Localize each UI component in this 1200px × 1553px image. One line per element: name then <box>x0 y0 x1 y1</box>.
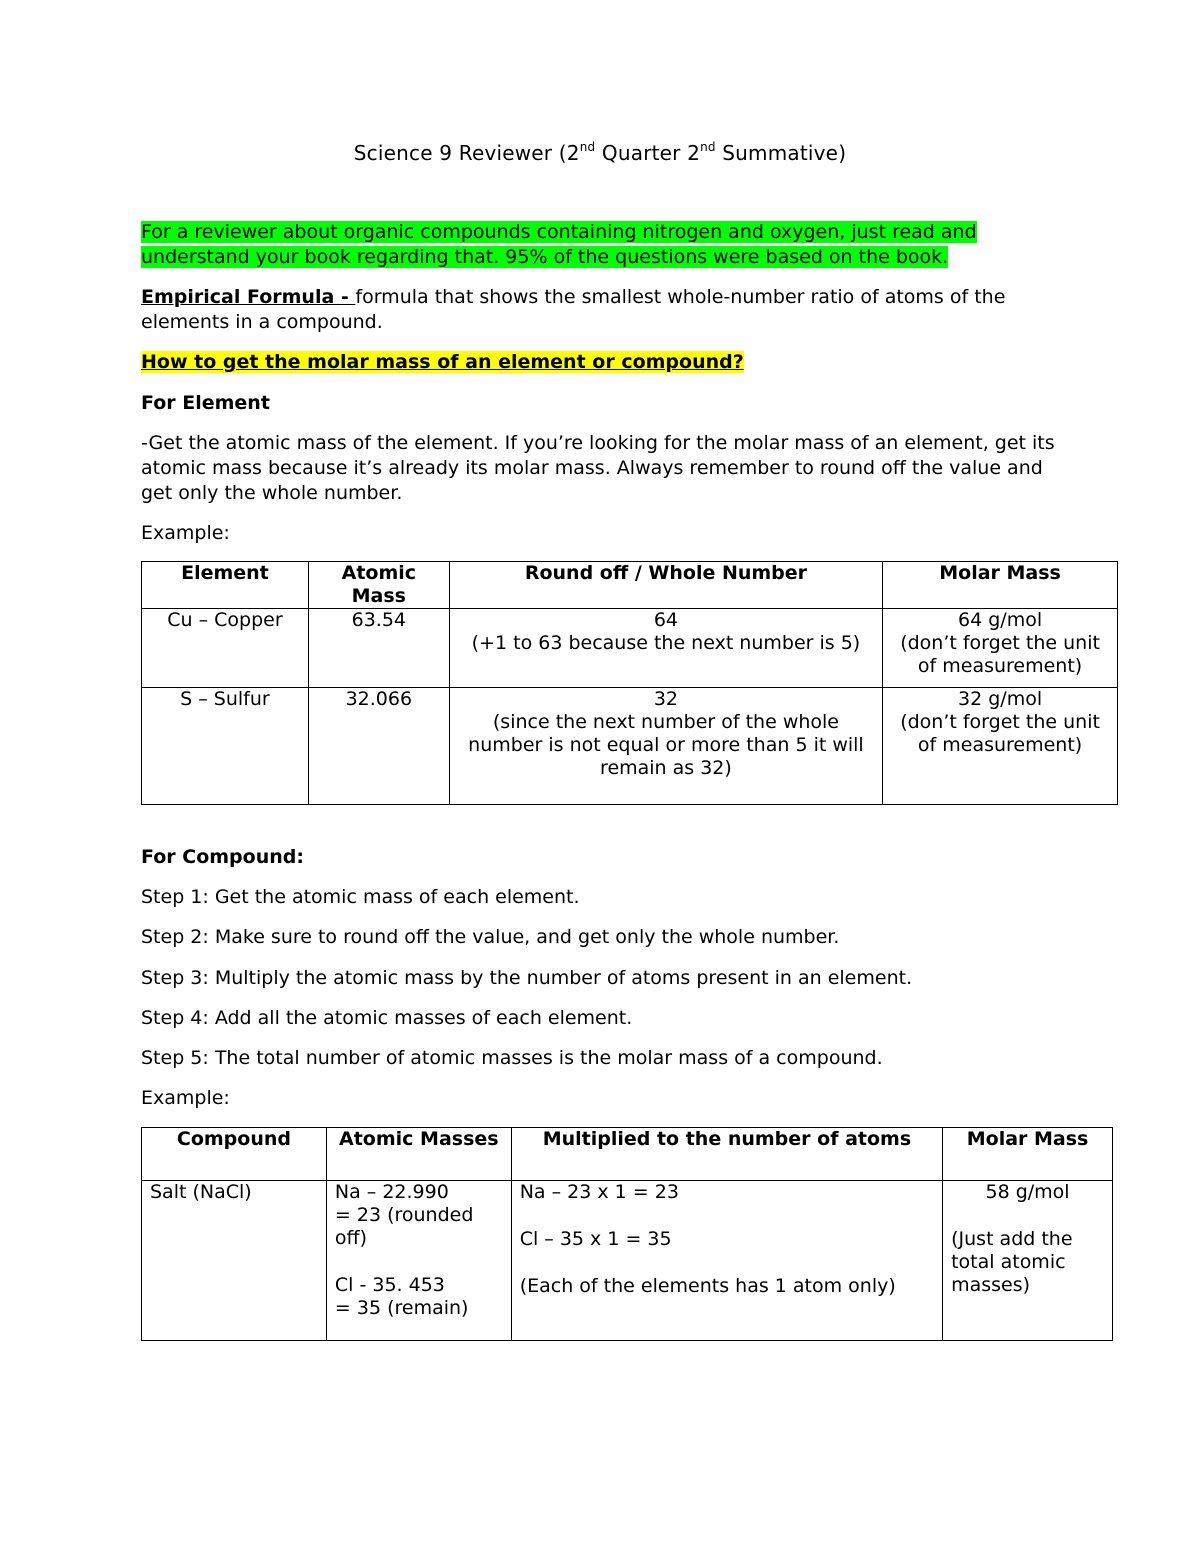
round-off-cell <box>449 688 882 805</box>
compound-example-label: Example: <box>141 1087 230 1109</box>
spacer <box>520 1204 934 1228</box>
element-table-header: Round off / Whole Number <box>449 562 882 609</box>
step-4: Step 4: Add all the atomic masses of each element. <box>141 1007 633 1029</box>
compound-molar-note: (Just add the total atomic masses) <box>951 1228 1073 1296</box>
table-row <box>142 609 1118 688</box>
molar-question-paragraph <box>141 350 1071 375</box>
compound-table-header: Molar Mass <box>943 1128 1113 1181</box>
title-part-1: Science 9 Reviewer (2 <box>353 141 580 165</box>
round-off-cell <box>449 609 882 688</box>
element-table-header: Element <box>142 562 309 609</box>
molar-note: (don’t forget the unit of measurement) <box>900 711 1100 756</box>
compound-molar-value: 58 g/mol <box>985 1181 1070 1203</box>
multiplied-note: (Each of the elements has 1 atom only) <box>519 1275 896 1297</box>
title-part-2: Quarter 2 <box>595 141 701 165</box>
na-multiplied: Na – 23 x 1 = 23 <box>519 1181 679 1203</box>
empirical-paragraph <box>141 285 1071 335</box>
intro-paragraph <box>141 220 1071 270</box>
cl-multiplied: Cl – 35 x 1 = 35 <box>519 1228 672 1250</box>
page-title <box>0 140 1200 165</box>
molar-question: How to get the molar mass of an element or compound? <box>141 351 744 373</box>
atomic-mass-cell: 32.066 <box>308 688 449 805</box>
round-value: 32 <box>653 688 679 710</box>
molar-note: (don’t forget the unit of measurement) <box>900 632 1100 677</box>
empirical-definition: formula that shows the smallest whole-number ratio of atoms of the elements in a compound. <box>141 286 1006 333</box>
title-part-3: Summative) <box>715 141 847 165</box>
atomic-masses-cell <box>326 1181 511 1341</box>
compound-cell: Salt (NaCl) <box>142 1181 327 1341</box>
intro-highlight: For a reviewer about organic compounds containing nitrogen and oxygen, just read and understand your book regarding that. 95% of the questions were based on the book. <box>141 221 977 268</box>
for-element-heading: For Element <box>141 392 270 414</box>
compound-table-header: Multiplied to the number of atoms <box>511 1128 942 1181</box>
spacer <box>951 1204 1104 1228</box>
compound-molar-mass-cell <box>943 1181 1113 1341</box>
compound-table-header-row <box>142 1128 1113 1181</box>
step-5: Step 5: The total number of atomic masses is the molar mass of a compound. <box>141 1047 883 1069</box>
step-3: Step 3: Multiply the atomic mass by the number of atoms present in an element. <box>141 967 913 989</box>
compound-table-header: Atomic Masses <box>326 1128 511 1181</box>
atomic-mass-cell: 63.54 <box>308 609 449 688</box>
step-1: Step 1: Get the atomic mass of each element. <box>141 886 580 908</box>
round-value: 64 <box>653 609 679 631</box>
title-sup-2: nd <box>700 140 716 154</box>
molar-mass-cell <box>883 609 1118 688</box>
spacer <box>520 1251 934 1275</box>
compound-table-header: Compound <box>142 1128 327 1181</box>
round-note: (+1 to 63 because the next number is 5) <box>471 632 861 654</box>
empirical-term: Empirical Formula - <box>141 286 356 308</box>
element-example-label: Example: <box>141 522 230 544</box>
round-note: (since the next number of the whole number is not equal or more than 5 it will remain as 32) <box>468 711 864 779</box>
molar-value: 64 g/mol <box>958 609 1043 631</box>
element-cell: Cu – Copper <box>142 609 309 688</box>
na-mass: Na – 22.990 <box>334 1181 449 1203</box>
title-sup-1: nd <box>579 140 596 154</box>
table-row <box>142 688 1118 805</box>
for-element-text: -Get the atomic mass of the element. If you’re looking for the molar mass of an element, get its atomic mass because it’s already its molar mass. Always remember to round off the value and get only the whole number. <box>141 432 1055 504</box>
molar-value: 32 g/mol <box>958 688 1043 710</box>
element-table <box>141 561 1118 805</box>
element-table-header-row <box>142 562 1118 609</box>
compound-table <box>141 1127 1113 1341</box>
table-row <box>142 1181 1113 1341</box>
for-compound-heading: For Compound: <box>141 846 304 868</box>
molar-mass-cell <box>883 688 1118 805</box>
element-table-header: Atomic Mass <box>308 562 449 609</box>
element-table-header: Molar Mass <box>883 562 1118 609</box>
step-2: Step 2: Make sure to round off the value, and get only the whole number. <box>141 926 840 948</box>
na-rounded: = 23 (rounded off) <box>334 1204 474 1249</box>
cl-rounded: = 35 (remain) <box>334 1297 469 1319</box>
cl-mass: Cl - 35. 453 <box>334 1274 445 1296</box>
element-cell: S – Sulfur <box>142 688 309 805</box>
spacer <box>335 1250 503 1274</box>
multiplied-cell <box>511 1181 942 1341</box>
